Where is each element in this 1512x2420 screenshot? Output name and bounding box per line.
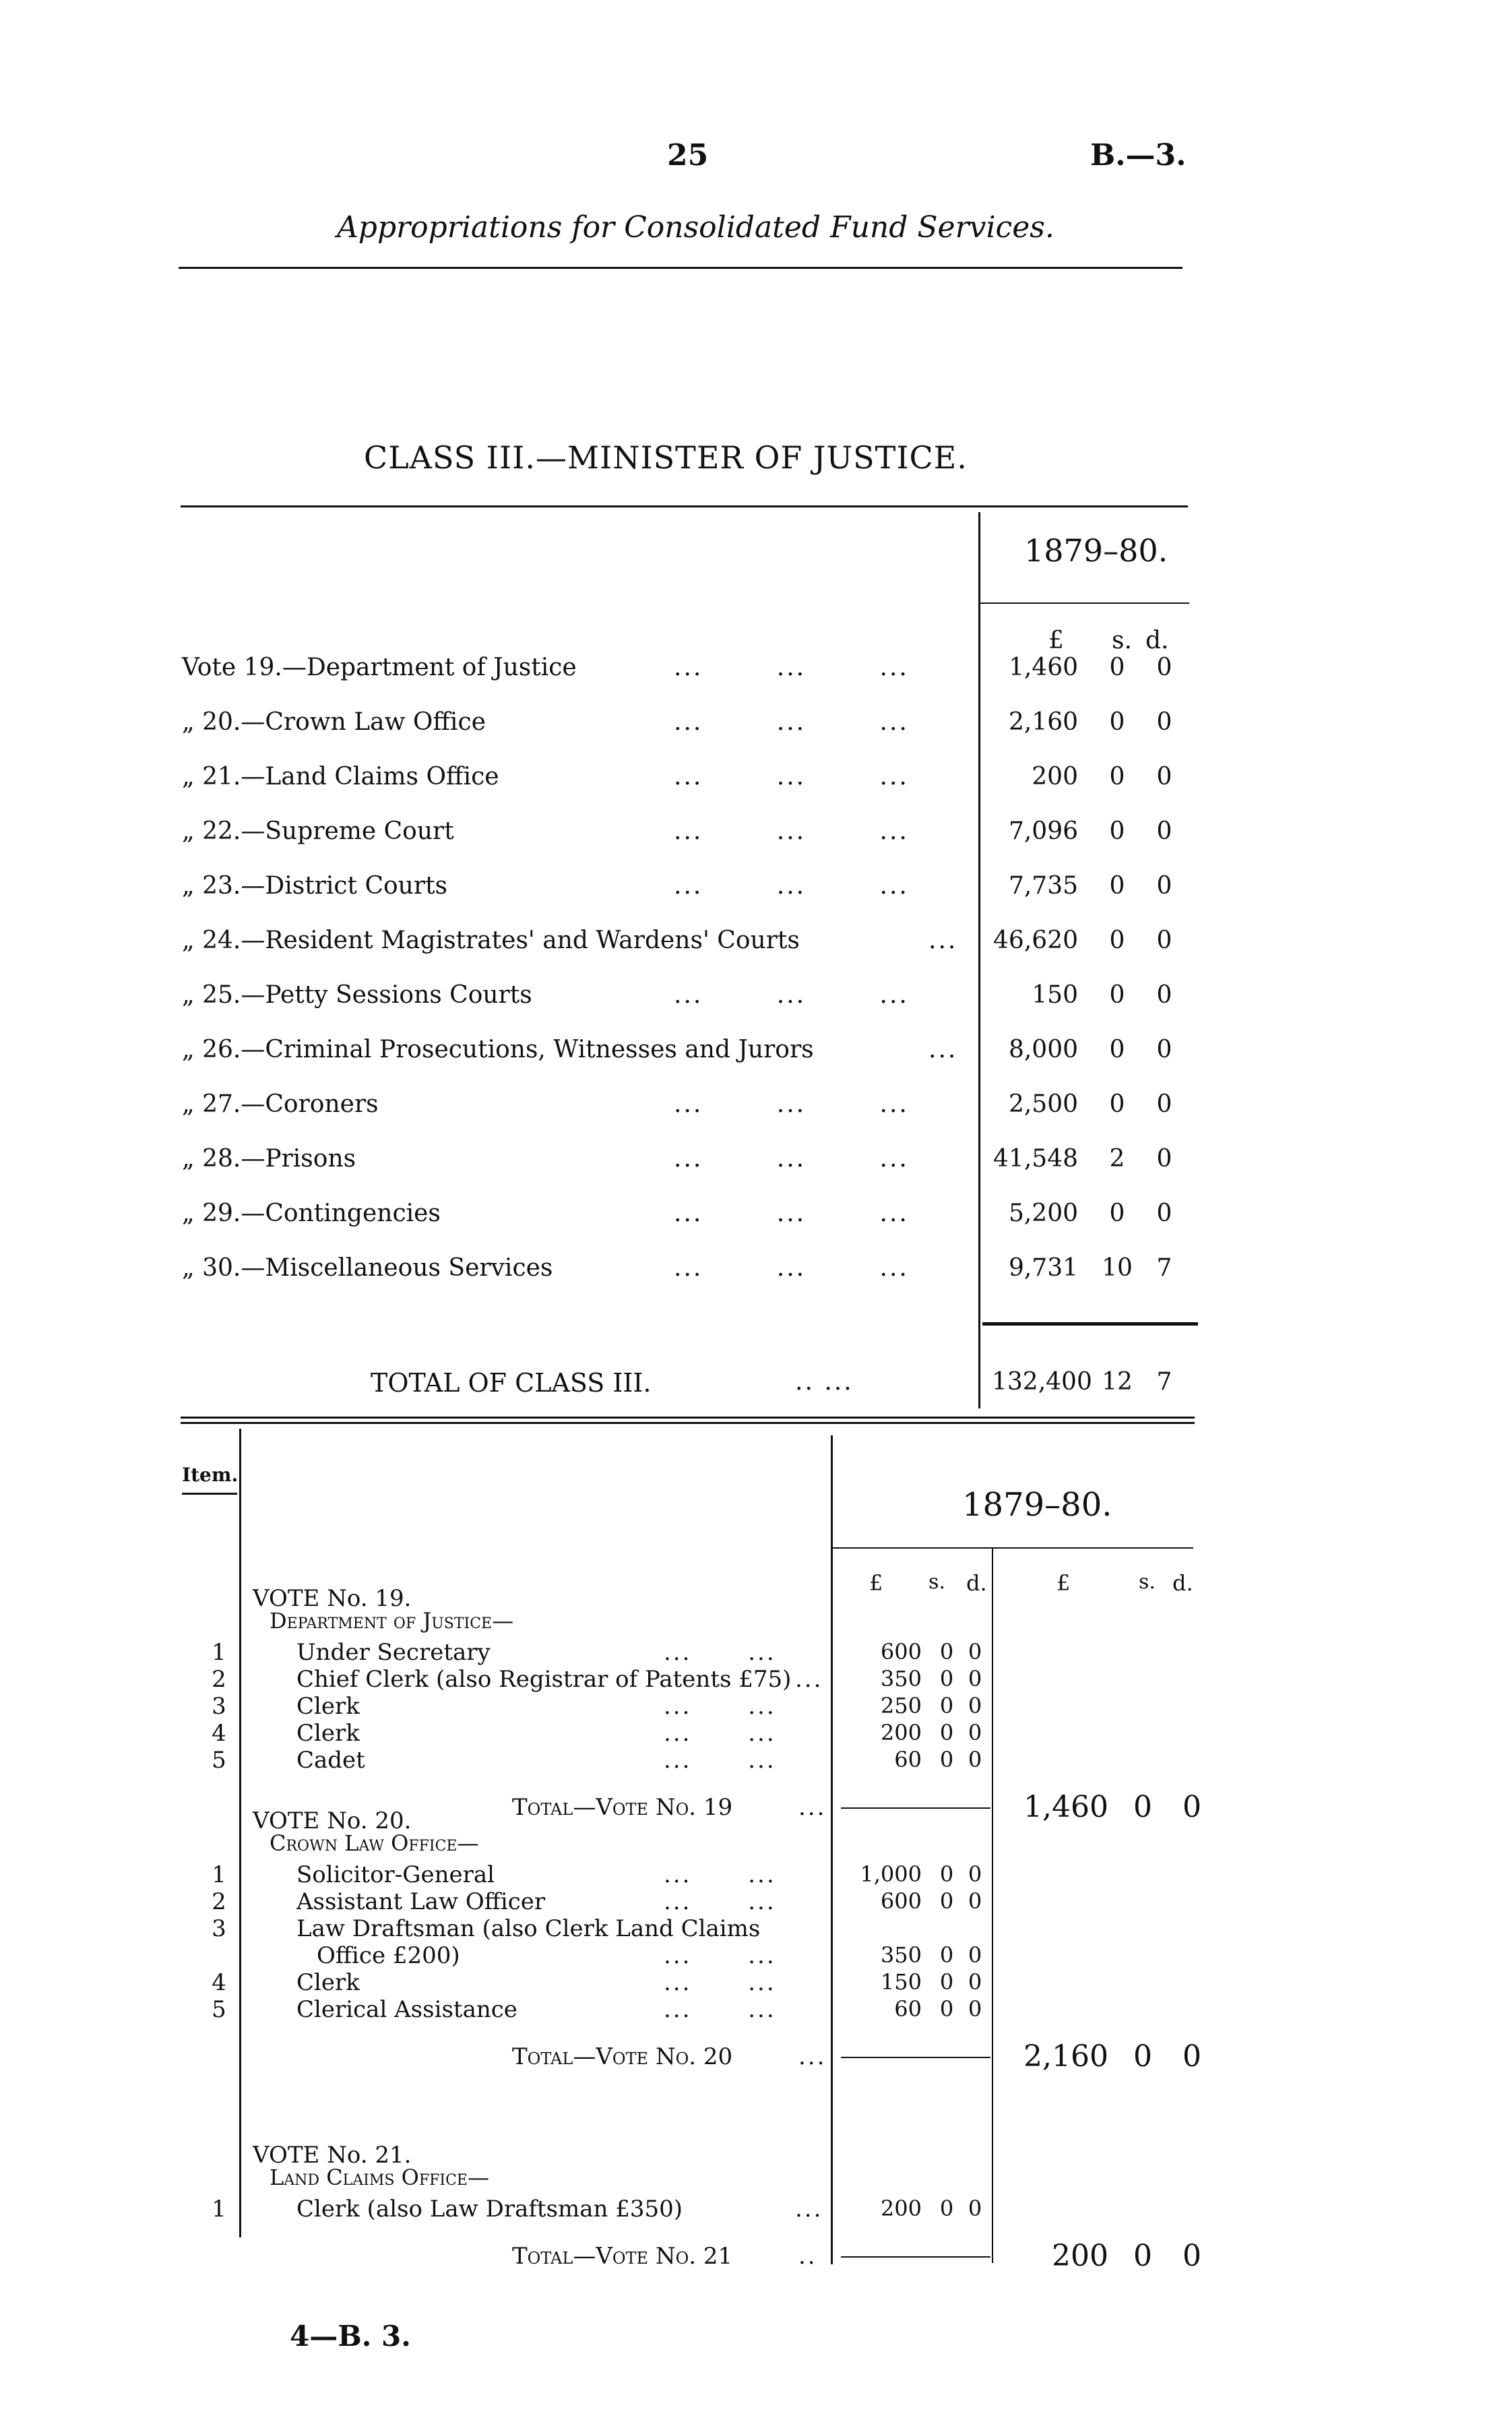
vote-total-shillings: 0	[1133, 2239, 1152, 2273]
item-pounds: 350	[880, 1942, 922, 1968]
vote-total-pence: 0	[1183, 1790, 1201, 1824]
vote-total-pence: 0	[1183, 2039, 1201, 2074]
vote-total-dots: ...	[798, 2043, 827, 2070]
summary-total-pounds: 132,400	[992, 1368, 1092, 1396]
summary-row-pounds: 41,548	[993, 1145, 1078, 1173]
summary-row	[182, 872, 1206, 912]
item-number: 1	[212, 2196, 226, 2223]
item-dots: ... ...	[664, 1720, 776, 1747]
detail-desc-divider	[831, 1435, 833, 2264]
page-footer-signature: 4—B. 3.	[290, 2320, 411, 2353]
summary-row-label: „ 29.—Contingencies	[182, 1200, 441, 1227]
summary-row-label: „ 24.—Resident Magistrates' and Wardens' Courts	[182, 927, 800, 954]
item-number: 1	[212, 1861, 226, 1888]
item-dots: ...	[795, 2196, 823, 2223]
summary-row	[182, 817, 1206, 858]
summary-row-label: Vote 19.—Department of Justice	[182, 654, 577, 681]
summary-row-label: „ 27.—Coroners	[182, 1090, 379, 1118]
summary-pence-header: d.	[1145, 627, 1169, 654]
summary-row-pence: 0	[1156, 654, 1172, 681]
detail-year-header: 1879–80.	[962, 1486, 1112, 1524]
item-description: Under Secretary	[296, 1639, 491, 1666]
item-shillings: 0	[939, 1720, 954, 1745]
summary-row-label: „ 22.—Supreme Court	[182, 817, 454, 845]
item-shillings: 0	[939, 1888, 954, 1914]
summary-row-pence: 0	[1156, 981, 1172, 1009]
item-pounds: 200	[880, 2196, 922, 2221]
item-pence: 0	[968, 1720, 982, 1745]
item-dots: ... ...	[664, 1693, 776, 1720]
page-number: 25	[667, 138, 709, 173]
item-shillings: 0	[939, 1996, 954, 2022]
summary-row	[182, 1036, 1206, 1076]
vote-title: VOTE No. 19.	[253, 1585, 412, 1612]
item-shillings: 0	[939, 1747, 954, 1772]
item-pounds: 600	[880, 1639, 922, 1665]
vote-total-pounds: 200	[1052, 2239, 1108, 2273]
item-number: 2	[212, 1666, 226, 1693]
summary-total-dots: .. ...	[795, 1368, 854, 1396]
summary-row	[182, 1145, 1206, 1185]
detail-pounds2-header: £	[1057, 1570, 1071, 1596]
summary-row-pence: 0	[1156, 817, 1172, 845]
summary-row-shillings: 0	[1109, 872, 1125, 900]
summary-total-shillings: 12	[1102, 1368, 1133, 1396]
summary-top-rule	[181, 505, 1188, 507]
summary-year-rule	[980, 602, 1189, 604]
item-pence: 0	[968, 1639, 982, 1665]
item-number: 1	[212, 1639, 226, 1666]
summary-row-pence: 0	[1156, 927, 1172, 954]
detail-pence2-header: d.	[1172, 1570, 1193, 1596]
detail-shillings2-header: s.	[1139, 1570, 1156, 1594]
vote-department: Crown Law Office—	[270, 1830, 479, 1856]
vote-subtotal-rule	[841, 2057, 990, 2058]
item-shillings: 0	[939, 1942, 954, 1968]
summary-row	[182, 1090, 1206, 1131]
summary-row	[182, 927, 1206, 967]
page-title: Appropriations for Consolidated Fund Services.	[337, 210, 1054, 245]
vote-total-label: Total—Vote No. 19	[512, 1794, 733, 1821]
summary-row	[182, 708, 1206, 749]
item-description: Law Draftsman (also Clerk Land Claims	[296, 1915, 761, 1942]
item-dots: ... ...	[664, 1996, 776, 2023]
item-pounds: 350	[880, 1666, 922, 1692]
summary-row-shillings: 0	[1109, 708, 1125, 736]
summary-row-pence: 0	[1156, 872, 1172, 900]
item-dots: ...	[795, 1666, 823, 1693]
vote-total-pence: 0	[1183, 2239, 1201, 2273]
summary-row-shillings: 0	[1109, 1090, 1125, 1118]
summary-row-pounds: 2,500	[1008, 1090, 1078, 1118]
item-pounds: 600	[880, 1888, 922, 1914]
summary-row-pence: 0	[1156, 763, 1172, 790]
item-number: 3	[212, 1693, 226, 1720]
vote-department: Land Claims Office—	[270, 2165, 489, 2190]
summary-pounds-header: £	[1048, 627, 1064, 654]
summary-year-header: 1879–80.	[1024, 532, 1168, 569]
item-shillings: 0	[939, 1693, 954, 1718]
item-pence: 0	[968, 1861, 982, 1887]
item-description: Clerk	[296, 1969, 360, 1996]
summary-row	[182, 763, 1206, 803]
header-rule	[179, 267, 1183, 269]
item-shillings: 0	[939, 2196, 954, 2221]
summary-row-pence: 7	[1156, 1254, 1172, 1282]
vote-department: Department of Justice—	[270, 1608, 514, 1634]
summary-row-shillings: 0	[1109, 654, 1125, 681]
summary-row-label: „ 21.—Land Claims Office	[182, 763, 499, 790]
item-header-rule	[182, 1493, 237, 1495]
summary-row	[182, 1254, 1206, 1295]
vote-title: VOTE No. 20.	[253, 1807, 412, 1834]
vote-total-pounds: 1,460	[1023, 1790, 1108, 1824]
item-dots: ... ...	[664, 1639, 776, 1666]
item-description: Clerk	[296, 1693, 360, 1720]
item-description-cont: Office £200)	[317, 1942, 460, 1969]
item-description: Chief Clerk (also Registrar of Patents £75)	[296, 1666, 792, 1693]
summary-total-pence: 7	[1156, 1368, 1172, 1396]
detail-shillings-header: s.	[928, 1570, 945, 1594]
item-description: Clerk	[296, 1720, 360, 1747]
summary-row-shillings: 0	[1109, 1200, 1125, 1227]
detail-year-rule	[833, 1547, 1193, 1549]
item-pence: 0	[968, 1996, 982, 2022]
summary-row-label: „ 30.—Miscellaneous Services	[182, 1254, 553, 1282]
item-description: Cadet	[296, 1747, 365, 1774]
summary-row-shillings: 10	[1102, 1254, 1133, 1282]
summary-shillings-header: s.	[1112, 627, 1132, 654]
summary-row	[182, 981, 1206, 1022]
item-pence: 0	[968, 1888, 982, 1914]
summary-row-label: „ 28.—Prisons	[182, 1145, 356, 1173]
item-pence: 0	[968, 2196, 982, 2221]
vote-total-dots: ...	[798, 1794, 827, 1821]
summary-row-pounds: 150	[1032, 981, 1078, 1009]
detail-pounds-header: £	[869, 1570, 883, 1596]
item-dots: ... ...	[664, 1942, 776, 1969]
summary-row-dots: ...	[928, 927, 958, 954]
summary-row-dots: ... ... ...	[674, 1090, 909, 1118]
item-number: 5	[212, 1747, 226, 1774]
summary-row-pounds: 8,000	[1008, 1036, 1078, 1063]
summary-row-dots: ... ... ...	[674, 654, 909, 681]
summary-row-pounds: 7,096	[1008, 817, 1078, 845]
vote-total-shillings: 0	[1133, 2039, 1152, 2074]
item-pounds: 60	[894, 1747, 922, 1772]
summary-row-pounds: 7,735	[1008, 872, 1078, 900]
item-number: 5	[212, 1996, 226, 2023]
item-description: Assistant Law Officer	[296, 1888, 546, 1915]
item-shillings: 0	[939, 1639, 954, 1665]
summary-row-pounds: 5,200	[1008, 1200, 1078, 1227]
document-code: B.—3.	[1090, 138, 1187, 173]
summary-row-dots: ... ... ...	[674, 1254, 909, 1282]
item-pence: 0	[968, 1747, 982, 1772]
summary-row-dots: ... ... ...	[674, 981, 909, 1009]
item-pence: 0	[968, 1693, 982, 1718]
item-number: 2	[212, 1888, 226, 1915]
summary-row-shillings: 0	[1109, 1036, 1125, 1063]
detail-top-rule-2	[181, 1422, 1195, 1424]
item-pence: 0	[968, 1666, 982, 1692]
detail-subtotal-divider	[992, 1549, 993, 2263]
item-pounds: 60	[894, 1996, 922, 2022]
item-shillings: 0	[939, 1861, 954, 1887]
detail-item-divider	[239, 1429, 241, 2237]
vote-subtotal-rule	[841, 2256, 990, 2258]
summary-row-pounds: 200	[1032, 763, 1078, 790]
vote-title: VOTE No. 21.	[253, 2142, 412, 2169]
item-description: Clerical Assistance	[296, 1996, 517, 2023]
summary-row-shillings: 2	[1109, 1145, 1125, 1173]
vote-total-dots: ..	[798, 2243, 817, 2270]
item-dots: ... ...	[664, 1861, 776, 1888]
vote-total-pounds: 2,160	[1023, 2039, 1108, 2074]
summary-row-pence: 0	[1156, 708, 1172, 736]
summary-row-pence: 0	[1156, 1090, 1172, 1118]
summary-row-dots: ... ... ...	[674, 817, 909, 845]
summary-row-pounds: 9,731	[1008, 1254, 1078, 1282]
item-shillings: 0	[939, 1969, 954, 1995]
item-dots: ... ...	[664, 1969, 776, 1996]
summary-row-pence: 0	[1156, 1200, 1172, 1227]
summary-row-dots: ... ... ...	[674, 1200, 909, 1227]
vote-total-shillings: 0	[1133, 1790, 1152, 1824]
item-pounds: 1,000	[860, 1861, 922, 1887]
summary-row-shillings: 0	[1109, 817, 1125, 845]
summary-row-dots: ...	[928, 1036, 958, 1063]
vote-total-label: Total—Vote No. 20	[512, 2043, 733, 2070]
summary-row-dots: ... ... ...	[674, 872, 909, 900]
item-dots: ... ...	[664, 1747, 776, 1774]
summary-row-pounds: 1,460	[1008, 654, 1078, 681]
vote-total-label: Total—Vote No. 21	[512, 2243, 733, 2270]
summary-row-pounds: 2,160	[1008, 708, 1078, 736]
summary-row-pence: 0	[1156, 1145, 1172, 1173]
summary-row	[182, 654, 1206, 694]
item-number: 4	[212, 1720, 226, 1747]
summary-row-pence: 0	[1156, 1036, 1172, 1063]
item-pence: 0	[968, 1969, 982, 1995]
item-pounds: 250	[880, 1693, 922, 1718]
summary-row-dots: ... ... ...	[674, 1145, 909, 1173]
summary-row-shillings: 0	[1109, 763, 1125, 790]
item-column-header: Item.	[182, 1464, 239, 1486]
vote-subtotal-rule	[841, 1807, 990, 1809]
summary-total-rule	[982, 1322, 1198, 1326]
summary-row-dots: ... ... ...	[674, 708, 909, 736]
item-dots: ... ...	[664, 1888, 776, 1915]
summary-row-label: „ 20.—Crown Law Office	[182, 708, 486, 736]
detail-top-rule-1	[181, 1417, 1195, 1419]
item-number: 4	[212, 1969, 226, 1996]
summary-row-shillings: 0	[1109, 927, 1125, 954]
item-pounds: 150	[880, 1969, 922, 1995]
summary-row-shillings: 0	[1109, 981, 1125, 1009]
item-shillings: 0	[939, 1666, 954, 1692]
summary-row-dots: ... ... ...	[674, 763, 909, 790]
item-number: 3	[212, 1915, 226, 1942]
summary-row-label: „ 25.—Petty Sessions Courts	[182, 981, 532, 1009]
class-title: CLASS III.—MINISTER OF JUSTICE.	[364, 439, 968, 476]
item-description: Clerk (also Law Draftsman £350)	[296, 2196, 683, 2223]
summary-row	[182, 1200, 1206, 1240]
item-pounds: 200	[880, 1720, 922, 1745]
item-pence: 0	[968, 1942, 982, 1968]
summary-row-pounds: 46,620	[993, 927, 1078, 954]
detail-pence-header: d.	[966, 1570, 987, 1596]
summary-row-label: „ 23.—District Courts	[182, 872, 448, 900]
summary-total-label: TOTAL OF CLASS III.	[371, 1368, 652, 1398]
item-description: Solicitor-General	[296, 1861, 495, 1888]
summary-row-label: „ 26.—Criminal Prosecutions, Witnesses and Jurors	[182, 1036, 814, 1063]
